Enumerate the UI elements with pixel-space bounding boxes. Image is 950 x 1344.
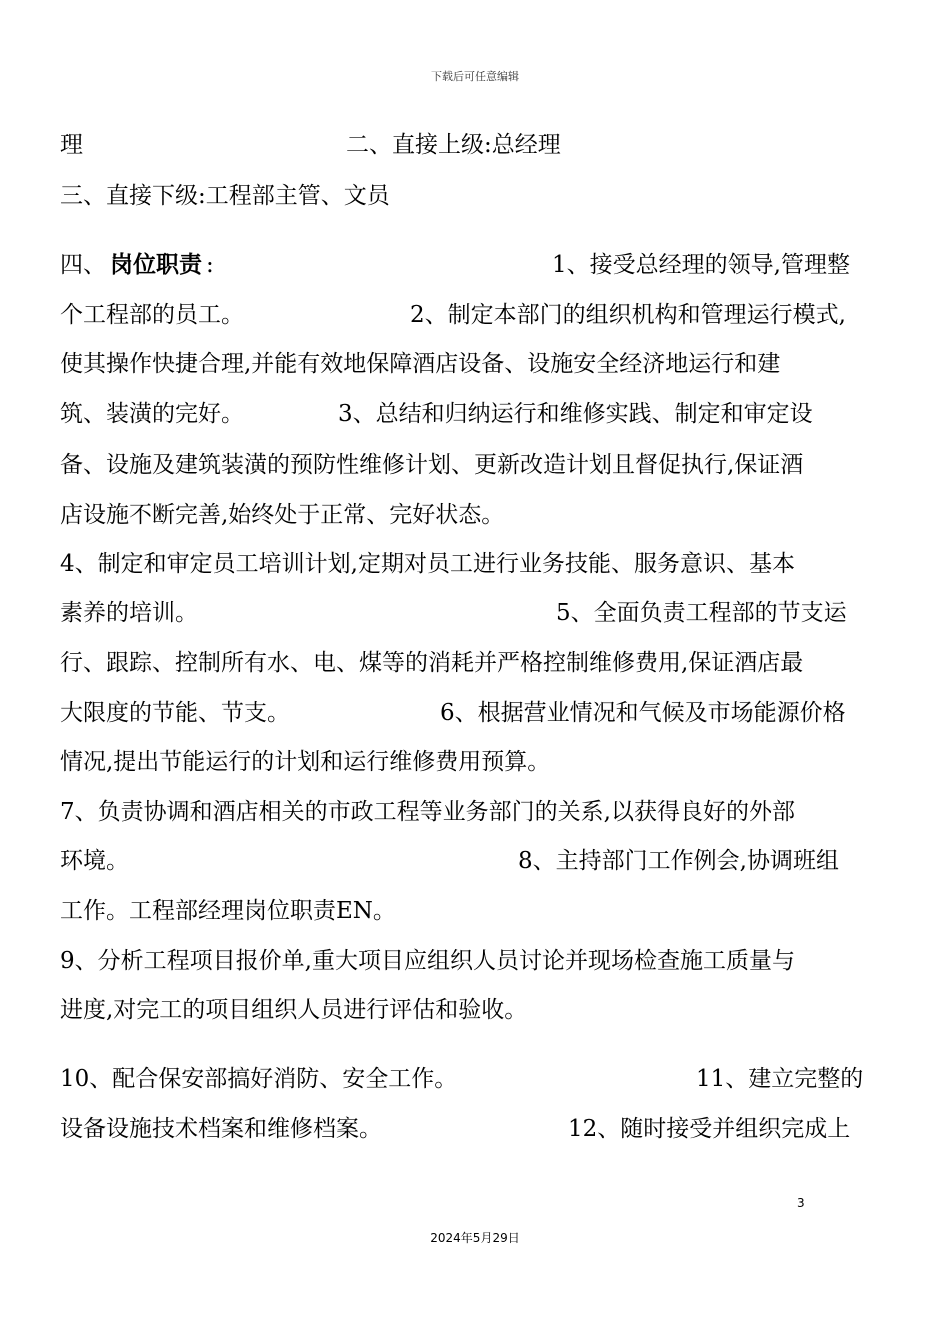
text-line-9: 4、制定和审定员工培训计划,定期对员工进行业务技能、服务意识、基本	[60, 551, 795, 577]
text-segment: 环境。	[60, 848, 129, 874]
text-segment: 1、接受总经理的领导,管理整	[552, 252, 850, 278]
page-number: 3	[797, 1196, 805, 1210]
text-segment: 筑、装潢的完好。	[60, 401, 244, 427]
page-header-note: 下载后可任意编辑	[431, 70, 519, 83]
text-segment: 素养的培训。	[60, 600, 198, 626]
text-segment: 8、主持部门工作例会,协调班组	[518, 848, 839, 874]
footer-date: 2024年5月29日	[430, 1231, 520, 1245]
text-segment: 3、总结和归纳运行和维修实践、制定和审定设	[338, 401, 813, 427]
text-line-13: 情况,提出节能运行的计划和运行维修费用预算。	[60, 749, 551, 775]
text-line-2: 三、直接下级:工程部主管、文员	[60, 183, 390, 209]
text-segment: 10、配合保安部搞好消防、安全工作。	[60, 1066, 458, 1092]
text-segment: :	[206, 252, 214, 278]
text-segment: 6、根据营业情况和气候及市场能源价格	[440, 700, 846, 726]
text-line-5: 使其操作快捷合理,并能有效地保障酒店设备、设施安全经济地运行和建	[60, 351, 781, 377]
text-segment: 5、全面负责工程部的节支运	[556, 600, 847, 626]
text-segment: 四、	[60, 252, 106, 278]
text-line-17: 9、分析工程项目报价单,重大项目应组织人员讨论并现场检查施工质量与	[60, 948, 795, 974]
text-segment: 理	[60, 132, 83, 158]
text-line-8: 店设施不断完善,始终处于正常、完好状态。	[60, 502, 505, 528]
text-segment: 个工程部的员工。	[60, 302, 244, 328]
text-line-7: 备、设施及建筑装潢的预防性维修计划、更新改造计划且督促执行,保证酒	[60, 452, 804, 478]
text-segment: 设备设施技术档案和维修档案。	[60, 1116, 382, 1142]
text-line-14: 7、负责协调和酒店相关的市政工程等业务部门的关系,以获得良好的外部	[60, 799, 795, 825]
section-heading-duties: 岗位职责	[110, 251, 202, 278]
text-segment: 大限度的节能、节支。	[60, 700, 290, 726]
text-segment: 2、制定本部门的组织机构和管理运行模式,	[410, 302, 846, 328]
text-line-11: 行、跟踪、控制所有水、电、煤等的消耗并严格控制维修费用,保证酒店最	[60, 650, 804, 676]
text-line-16: 工作。工程部经理岗位职责EN。	[60, 898, 396, 924]
text-segment: 二、直接上级:总经理	[346, 132, 561, 158]
text-segment: 12、随时接受并组织完成上	[568, 1116, 851, 1142]
text-line-18: 进度,对完工的项目组织人员进行评估和验收。	[60, 997, 528, 1023]
text-segment: 11、建立完整的	[696, 1066, 864, 1092]
